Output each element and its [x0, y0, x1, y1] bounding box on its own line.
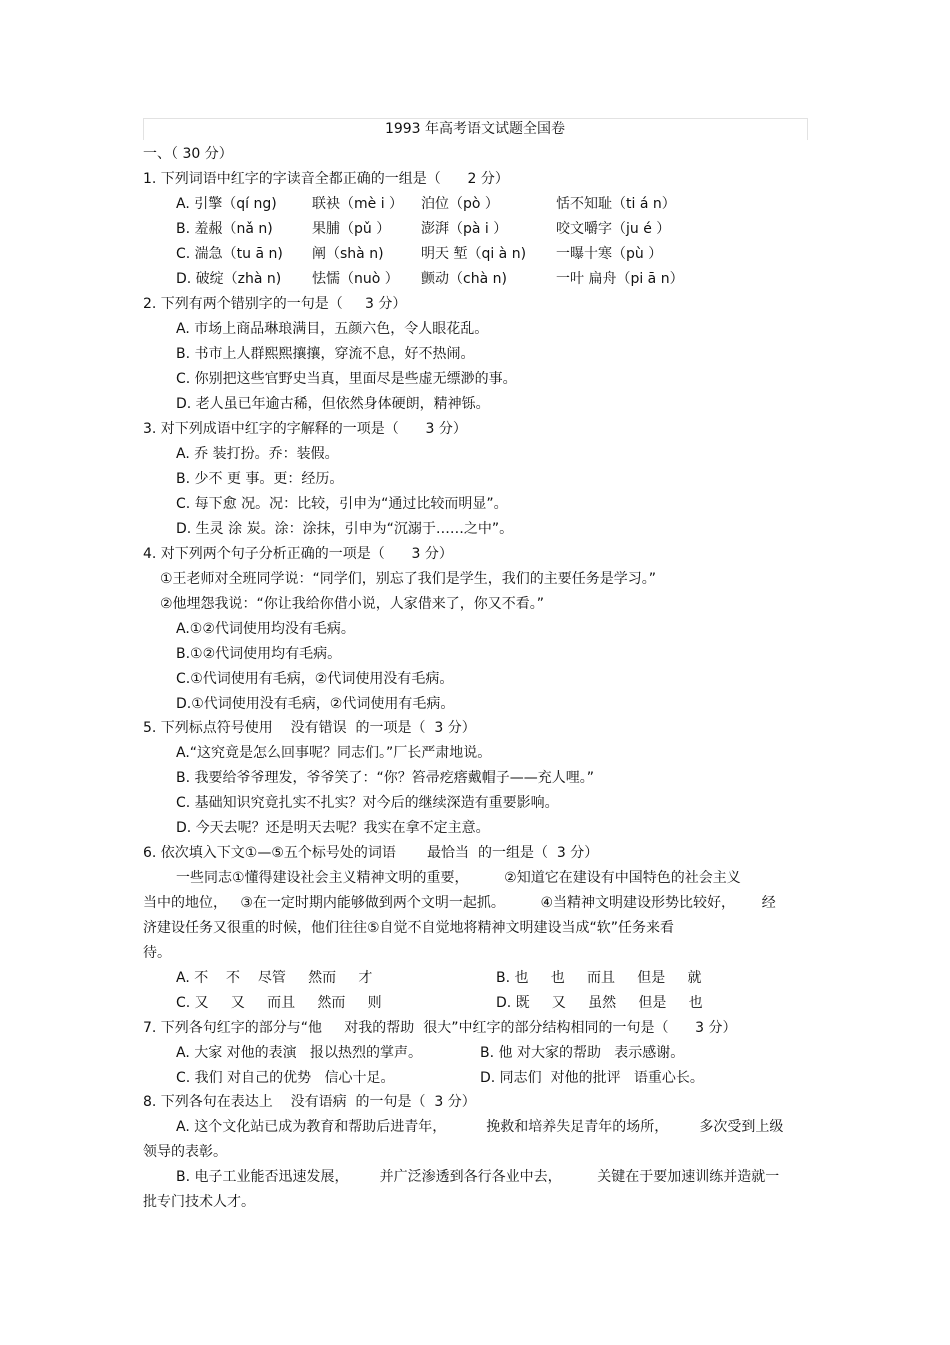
q1-option-d-2: 怯懦（nuò ） [312, 271, 399, 287]
question-8-stem: 8. 下列各句在表达上 没有语病 的一句是（ 3 分） [143, 1094, 476, 1110]
q2-option-c: C. 你别把这些官野史当真，里面尽是些虚无缥渺的事。 [176, 371, 517, 387]
q7-option-b: B. 他 对大家的帮助 表示感谢。 [480, 1045, 685, 1061]
section-heading: 一、（ 30 分） [143, 146, 233, 162]
question-7-stem: 7. 下列各句红字的部分与“他 对我的帮助 很大”中红字的部分结构相同的一句是（ 3 分） [143, 1020, 737, 1036]
question-4-stem: 4. 对下列两个句子分析正确的一项是（ 3 分） [143, 546, 453, 562]
q3-option-c: C. 每下愈 况。况：比较，引申为“通过比较而明显”。 [176, 496, 508, 512]
q6-passage-line-4: 待。 [143, 945, 171, 961]
page-title: 1993 年高考语文试题全国卷 [384, 121, 566, 137]
q6-option-d: D. 既 又 虽然 但是 也 [496, 995, 703, 1011]
question-1-stem: 1. 下列词语中红字的字读音全都正确的一组是（ 2 分） [143, 171, 509, 187]
q1-option-a-4: 恬不知耻（ti á n） [556, 196, 676, 212]
q5-option-d: D. 今天去呢？还是明天去呢？我实在拿不定主意。 [176, 820, 490, 836]
q3-option-d: D. 生灵 涂 炭。涂：涂抹，引申为“沉溺于……之中”。 [176, 521, 514, 537]
q8-option-b-line-2: 批专门技术人才。 [143, 1194, 255, 1210]
q4-sentence-2: ②他埋怨我说：“你让我给你借小说，人家借来了，你又不看。” [160, 596, 545, 612]
q5-option-b: B. 我要给爷爷理发，爷爷笑了：“你？笞帚疙瘩戴帽子——充人哩。” [176, 770, 595, 786]
q1-option-b-1: B. 羞赧（nǎ n) [176, 221, 273, 237]
q1-option-d-3: 颤动（chà n) [421, 271, 507, 287]
q1-option-b-3: 澎湃（pà i ） [421, 221, 508, 237]
q3-option-a: A. 乔 装打扮。乔：装假。 [176, 446, 339, 462]
q4-option-b: B.①②代词使用均有毛病。 [176, 646, 342, 662]
q4-sentence-1: ①王老师对全班同学说：“同学们，别忘了我们是学生，我们的主要任务是学习。” [160, 571, 657, 587]
q6-passage-line-1: 一些同志①懂得建设社会主义精神文明的重要， ②知道它在建设有中国特色的社会主义 [176, 870, 741, 886]
q4-option-c: C.①代词使用有毛病，②代词使用没有毛病。 [176, 671, 454, 687]
q6-option-c: C. 又 又 而且 然而 则 [176, 995, 382, 1011]
q1-option-a-3: 泊位（pò ） [421, 196, 499, 212]
q1-option-d-4: 一叶 扁舟（pi ā n） [556, 271, 684, 287]
q2-option-a: A. 市场上商品琳琅满目，五颜六色，令人眼花乱。 [176, 321, 489, 337]
q1-option-a-1: A. 引擎（qí ng) [176, 196, 277, 212]
q7-option-d: D. 同志们 对他的批评 语重心长。 [480, 1070, 704, 1086]
q4-option-d: D.①代词使用没有毛病，②代词使用有毛病。 [176, 696, 455, 712]
q2-option-d: D. 老人虽已年逾古稀，但依然身体硬朗，精神铄。 [176, 396, 490, 412]
q1-option-b-2: 果脯（pǔ ） [312, 221, 391, 237]
q1-option-a-2: 联袂（mè i ） [312, 196, 404, 212]
q8-option-b-line-1: B. 电子工业能否迅速发展， 并广泛渗透到各行各业中去， 关键在于要加速训练并造就一 [176, 1169, 780, 1185]
q7-option-a: A. 大家 对他的表演 报以热烈的掌声。 [176, 1045, 423, 1061]
q6-option-b: B. 也 也 而且 但是 就 [496, 970, 702, 986]
q5-option-a: A.“这究竟是怎么回事呢？同志们。”厂长严肃地说。 [176, 745, 492, 761]
q6-passage-line-3: 济建设任务又很重的时候，他们往往⑤自觉不自觉地将精神文明建设当成“软”任务来看 [143, 920, 675, 936]
question-2-stem: 2. 下列有两个错别字的一句是（ 3 分） [143, 296, 407, 312]
q1-option-c-1: C. 湍急（tu ā n) [176, 246, 283, 262]
q1-option-c-3: 明天 堑（qi à n) [421, 246, 527, 262]
q7-option-c: C. 我们 对自己的优势 信心十足。 [176, 1070, 395, 1086]
q1-option-d-1: D. 破绽（zhà n) [176, 271, 282, 287]
q8-option-a-line-2: 领导的表彰。 [143, 1144, 227, 1160]
q4-option-a: A.①②代词使用均没有毛病。 [176, 621, 355, 637]
q1-option-b-4: 咬文嚼字（ju é ） [556, 221, 671, 237]
q1-option-c-4: 一曝十寒（pù ） [556, 246, 663, 262]
q6-option-a: A. 不 不 尽管 然而 才 [176, 970, 373, 986]
q5-option-c: C. 基础知识究竟扎实不扎实？对今后的继续深造有重要影响。 [176, 795, 559, 811]
q2-option-b: B. 书市上人群熙熙攘攘，穿流不息，好不热闹。 [176, 346, 475, 362]
q8-option-a-line-1: A. 这个文化站已成为教育和帮助后进青年， 挽救和培养失足青年的场所， 多次受到上级 [176, 1119, 784, 1135]
question-6-stem: 6. 依次填入下文①—⑤五个标号处的词语 最恰当 的一组是（ 3 分） [143, 845, 599, 861]
question-3-stem: 3. 对下列成语中红字的字解释的一项是（ 3 分） [143, 421, 467, 437]
q3-option-b: B. 少不 更 事。更：经历。 [176, 471, 344, 487]
q6-passage-line-2: 当中的地位， ③在一定时期内能够做到两个文明一起抓。 ④当精神文明建设形势比较好， 经 [143, 895, 776, 911]
q1-option-c-2: 阐（shà n) [312, 246, 384, 262]
question-5-stem: 5. 下列标点符号使用 没有错误 的一项是（ 3 分） [143, 720, 476, 736]
